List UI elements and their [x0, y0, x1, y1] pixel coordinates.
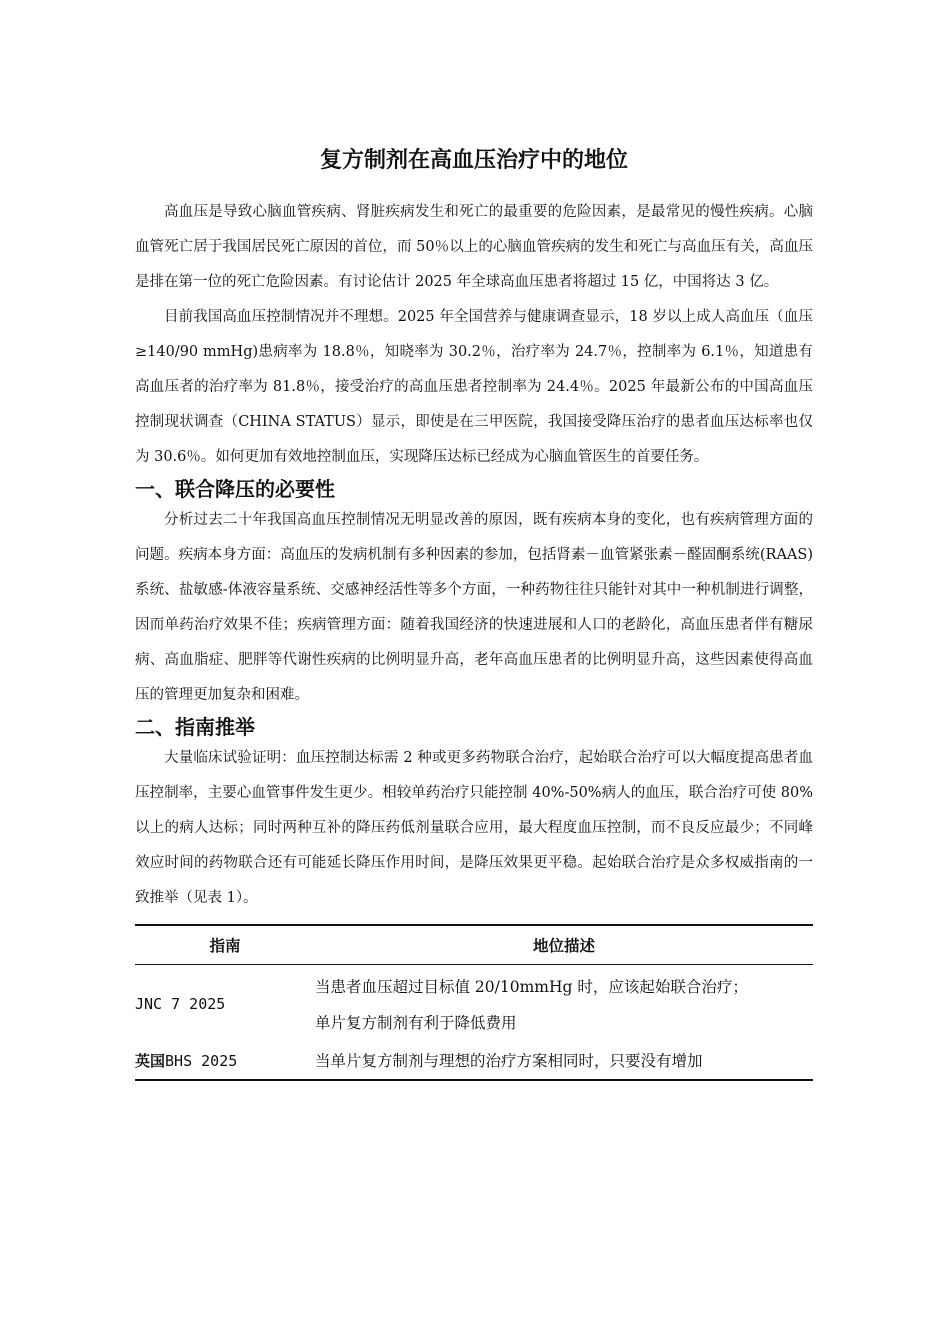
- table-header-desc: 地位描述: [315, 925, 813, 965]
- desc-line: 当患者血压超过目标值 20/10mmHg 时，应该起始联合治疗；: [315, 978, 748, 996]
- intro-paragraph-2: 目前我国高血压控制情况并不理想。2025 年全国营养与健康调查显示，18 岁以上成人高血压（血压≥140/90 mmHg)患病率为 18.8％，知晓率为 30.2％，治疗率为 24.7％，控制率为 6.1％，知道患有高血压者的治疗率为 81.8％，接受治疗的高血压患者控制率为 24.4％。2025 年最新公布的中国高血压控制现状调查（CHINA STATUS）显示，即使是在三甲医院，我国接受降压治疗的患者血压达标率也仅为 30.6％。如何更加有效地控制血压，实现降压达标已经成为心脑血管医生的首要任务。: [135, 309, 813, 465]
- guide-name: BHS 2025: [165, 1052, 238, 1070]
- section-heading-necessity: 一、联合降压的必要性: [135, 477, 335, 501]
- table-row: [135, 1043, 813, 1080]
- table-cell-guide: [135, 965, 315, 1044]
- document-body: [135, 195, 813, 1081]
- section2-paragraph: 大量临床试验证明：血压控制达标需 2 种或更多药物联合治疗，起始联合治疗可以大幅度提高患者血压控制率，主要心血管事件发生更少。相较单药治疗只能控制 40%-50%病人的血压，联合治疗可使 80%以上的病人达标；同时两种互补的降压药低剂量联合应用，最大程度血压控制，而不良反应最少；不同峰效应时间的药物联合还有可能延长降压作用时间，是降压效果更平稳。起始联合治疗是众多权威指南的一致推举（见表 1）。: [135, 750, 813, 906]
- section-heading-guidelines: 二、指南推举: [135, 715, 255, 739]
- table-row: [135, 965, 813, 1044]
- intro-paragraph-1: 高血压是导致心脑血管疾病、肾脏疾病发生和死亡的最重要的危险因素，是最常见的慢性疾病。心脑血管死亡居于我国居民死亡原因的首位，而 50％以上的心脑血管疾病的发生和死亡与高血压有关，高血压是排在第一位的死亡危险因素。有讨论估计 2025 年全球高血压患者将超过 15 亿，中国将达 3 亿。: [135, 204, 813, 290]
- guide-country: 英国: [135, 1052, 166, 1070]
- guideline-table: [135, 924, 813, 1081]
- table-cell-desc: [315, 965, 813, 1044]
- desc-line: 单片复方制剂有利于降低费用: [315, 1014, 517, 1032]
- section1-paragraph: 分析过去二十年我国高血压控制情况无明显改善的原因，既有疾病本身的变化，也有疾病管理方面的问题。疾病本身方面：高血压的发病机制有多种因素的参加，包括肾素－血管紧张素－醛固酮系统(RAAS)系统、盐敏感-体液容量系统、交感神经活性等多个方面，一种药物往往只能针对其中一种机制进行调整，因而单药治疗效果不佳；疾病管理方面：随着我国经济的快速进展和人口的老龄化，高血压患者伴有糖尿病、高血脂症、肥胖等代谢性疾病的比例明显升高，老年高血压患者的比例明显升高，这些因素使得高血压的管理更加复杂和困难。: [135, 512, 813, 703]
- table-header-guide: 指南: [135, 925, 315, 965]
- table-cell-desc: [315, 1043, 813, 1080]
- table-header-row: [135, 925, 813, 965]
- desc-line: 当单片复方制剂与理想的治疗方案相同时，只要没有增加: [315, 1052, 703, 1070]
- document-title: 复方制剂在高血压治疗中的地位: [319, 148, 628, 173]
- guide-name: JNC 7 2025: [135, 995, 226, 1013]
- table-cell-guide: [135, 1043, 315, 1080]
